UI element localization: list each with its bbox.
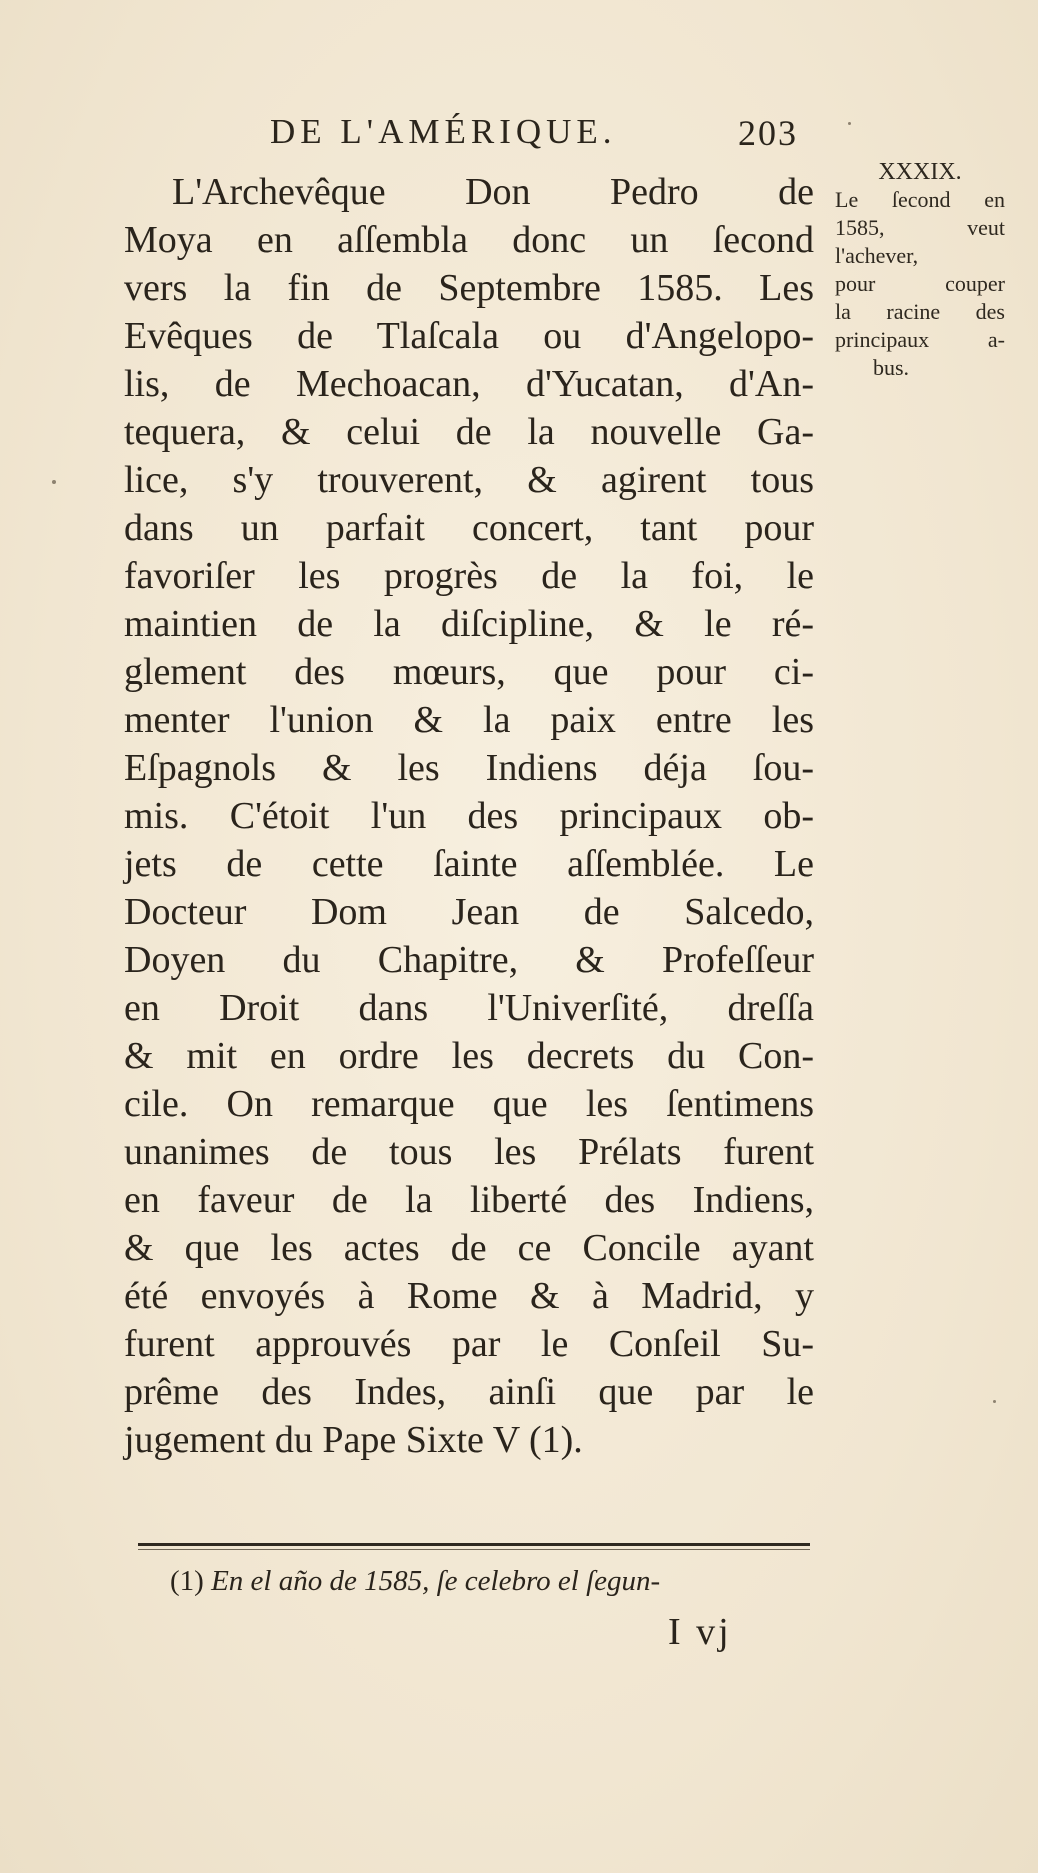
body-line: cile. On remarque que les ſentimens: [124, 1083, 814, 1125]
body-line: L'Archevêque Don Pedro de: [172, 171, 814, 213]
paper-speck: [848, 122, 851, 125]
body-line: & que les actes de ce Concile ayant: [124, 1227, 814, 1269]
margin-note-line: principaux a-: [835, 327, 1005, 352]
body-line: lis, de Mechoacan, d'Yucatan, d'An-: [124, 363, 814, 405]
body-line: jets de cette ſainte aſſemblée. Le: [124, 843, 814, 885]
body-line: prême des Indes, ainſi que par le: [124, 1371, 814, 1413]
paper-speck: [993, 1400, 996, 1403]
footnote-mark: (1): [170, 1565, 204, 1597]
body-line: en faveur de la liberté des Indiens,: [124, 1179, 814, 1221]
body-line: glement des mœurs, que pour ci-: [124, 651, 814, 693]
body-line: Moya en aſſembla donc un ſecond: [124, 219, 814, 261]
body-line: Evêques de Tlaſcala ou d'Angelopo-: [124, 315, 814, 357]
body-line: en Droit dans l'Univerſité, dreſſa: [124, 987, 814, 1029]
margin-note-number: XXXIX.: [878, 159, 962, 185]
margin-note-line: 1585, veut: [835, 215, 1005, 240]
running-head: DE L'AMÉRIQUE.: [270, 112, 617, 151]
footnote-rule: [138, 1543, 810, 1546]
signature-mark: I vj: [668, 1611, 732, 1653]
body-line: & mit en ordre les decrets du Con-: [124, 1035, 814, 1077]
page-number: 203: [738, 113, 798, 153]
margin-note-line: l'achever,: [835, 243, 919, 268]
body-line: maintien de la diſcipline, & le ré-: [124, 603, 814, 645]
body-line: été envoyés à Rome & à Madrid, y: [124, 1275, 814, 1317]
body-line: favoriſer les progrès de la foi, le: [124, 555, 814, 597]
margin-note-line: bus.: [873, 355, 910, 380]
margin-note: [835, 158, 1005, 382]
margin-note-line: pour couper: [835, 271, 1005, 296]
footnote-rule-thin: [138, 1549, 810, 1550]
margin-note-line: Le ſecond en: [835, 187, 1005, 212]
body-line: menter l'union & la paix entre les: [124, 699, 814, 741]
body-line: Eſpagnols & les Indiens déja ſou-: [124, 747, 814, 789]
footnote: [170, 1565, 810, 1598]
body-line: lice, s'y trouverent, & agirent tous: [124, 459, 814, 501]
body-line: Docteur Dom Jean de Salcedo,: [124, 891, 814, 933]
body-line: dans un parfait concert, tant pour: [124, 507, 814, 549]
margin-note-line: la racine des: [835, 299, 1005, 324]
body-line: unanimes de tous les Prélats furent: [124, 1131, 814, 1173]
footnote-text: En el año de 1585, ſe celebro el ſegun-: [211, 1565, 661, 1597]
paper-speck: [52, 480, 56, 484]
body-text: [124, 168, 814, 1464]
body-line: jugement du Pape Sixte V (1).: [124, 1419, 583, 1461]
body-line: vers la fin de Septembre 1585. Les: [124, 267, 814, 309]
body-line: furent approuvés par le Conſeil Su-: [124, 1323, 814, 1365]
body-line: tequera, & celui de la nouvelle Ga-: [124, 411, 814, 453]
body-line: Doyen du Chapitre, & Profeſſeur: [124, 939, 814, 981]
body-line: mis. C'étoit l'un des principaux ob-: [124, 795, 814, 837]
